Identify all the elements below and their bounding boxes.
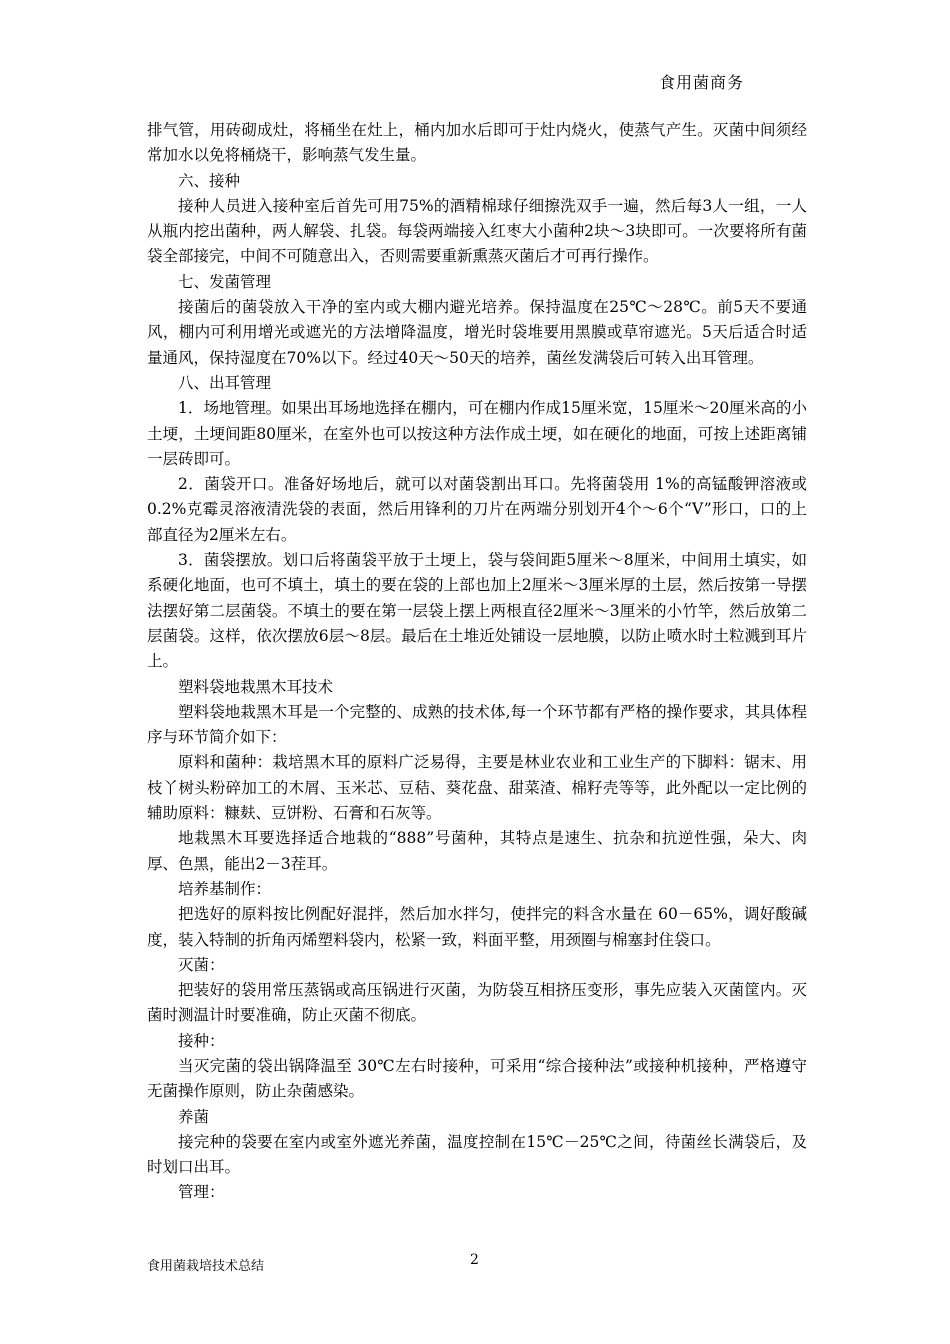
paragraph: 接菌后的菌袋放入干净的室内或大棚内避光培养。保持温度在25℃～28℃。前5天不要通风，棚内可利用增光或遮光的方法增降温度，增光时袋堆要用黑膜或草帘遮光。5天后适合时适量通风，保持湿度在70%以下。经过40天～50天的培养，菌丝发满袋后可转入出耳管理。 <box>147 298 807 367</box>
section-heading: 灭菌： <box>178 955 225 974</box>
paragraph: 1．场地管理。如果出耳场地选择在棚内，可在棚内作成15厘米宽，15厘米～20厘米高的小土埂，土埂间距80厘米，在室外也可以按这种方法作成土埂，如在硬化的地面，可按上述距离铺一层砖即可。 <box>147 399 807 468</box>
section-heading: 塑料袋地栽黑木耳技术 <box>178 677 334 696</box>
paragraph: 排气管，用砖砌成灶，将桶坐在灶上，桶内加水后即可于灶内烧火，使蒸气产生。灭菌中间须经常加水以免将桶烧干，影响蒸气发生量。 <box>147 121 807 165</box>
section-heading: 接种： <box>178 1031 225 1050</box>
paragraph: 塑料袋地栽黑木耳是一个完整的、成熟的技术体,每一个环节都有严格的操作要求，其具体程序与环节简介如下： <box>147 702 807 747</box>
paragraph: 2．菌袋开口。准备好场地后，就可以对菌袋割出耳口。先将菌袋用 1%的高锰酸钾溶液或0.2%克霉灵溶液清洗袋的表面，然后用锋利的刀片在两端分别划开4个～6个“V”形口，口的上部直径为2厘米左右。 <box>147 475 807 544</box>
footer-document-title: 食用菌栽培技术总结 <box>147 1259 265 1274</box>
paragraph: 把装好的袋用常压蒸锅或高压锅进行灭菌，为防袋互相挤压变形，事先应装入灭菌筐内。灭菌时测温计时要准确，防止灭菌不彻底。 <box>147 981 807 1025</box>
section-heading: 七、发菌管理 <box>178 272 272 291</box>
section-heading: 培养基制作： <box>178 879 272 898</box>
paragraph: 3．菌袋摆放。划口后将菌袋平放于土埂上，袋与袋间距5厘米～8厘米，中间用土填实，如系硬化地面，也可不填土，填土的要在袋的上部也加上2厘米～3厘米厚的土层，然后按第一导摆法摆好第二层菌袋。不填土的要在第一层袋上摆上两根直径2厘米～3厘米的小竹竿，然后放第二层菌袋。这样，依次摆放6层～8层。最后在土堆近处铺设一层地膜，以防止喷水时土粒溅到耳片上。 <box>147 551 807 671</box>
page-header-title: 食用菌商务 <box>658 73 744 92</box>
paragraph: 接完种的袋要在室内或室外遮光养菌，温度控制在15℃－25℃之间，待菌丝长满袋后，及时划口出耳。 <box>147 1132 807 1177</box>
paragraph: 接种人员进入接种室后首先可用75%的酒精棉球仔细擦洗双手一遍，然后每3人一组，一人从瓶内挖出菌种，两人解袋、扎袋。每袋两端接入红枣大小菌种2块～3块即可。一次要将所有菌袋全部接完，中间不可随意出入，否则需要重新熏蒸灭菌后才可再行操作。 <box>147 196 807 266</box>
paragraph: 当灭完菌的袋出锅降温至 30℃左右时接种，可采用“综合接种法”或接种机接种，严格遵守无菌操作原则，防止杂菌感染。 <box>147 1056 807 1101</box>
section-heading: 养菌 <box>178 1107 210 1126</box>
section-heading: 八、出耳管理 <box>178 373 272 392</box>
paragraph: 原料和菌种：栽培黑木耳的原料广泛易得，主要是林业农业和工业生产的下脚料：锯末、用枝丫树头粉碎加工的木屑、玉米芯、豆秸、葵花盘、甜菜渣、棉籽壳等等，此外配以一定比例的辅助原料：糠麸、豆饼粉、石膏和石灰等。 <box>147 753 807 823</box>
section-heading: 六、接种 <box>178 171 241 190</box>
footer-page-number: 2 <box>470 1252 479 1268</box>
document-body <box>147 118 807 1206</box>
section-heading: 管理： <box>178 1183 225 1202</box>
paragraph: 把选好的原料按比例配好混拌，然后加水拌匀，使拌完的料含水量在 60－65%，调好酸碱度，装入特制的折角丙烯塑料袋内，松紧一致，料面平整，用颈圈与棉塞封住袋口。 <box>147 905 807 949</box>
paragraph: 地栽黑木耳要选择适合地栽的“888”号菌种，其特点是速生、抗杂和抗逆性强，朵大、肉厚、色黑，能出2－3茬耳。 <box>147 829 807 873</box>
